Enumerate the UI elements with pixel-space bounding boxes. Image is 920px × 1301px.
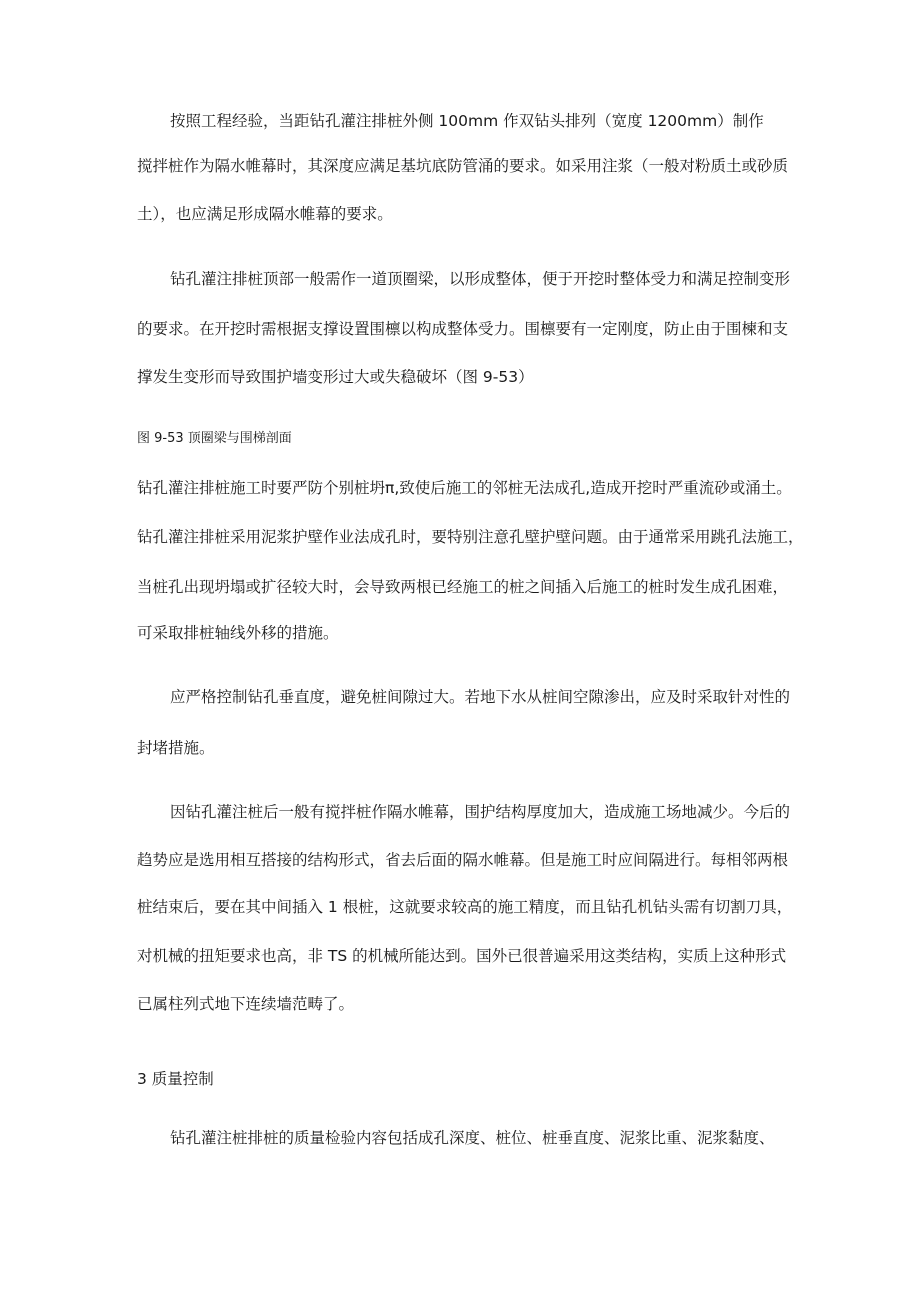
paragraph-line: 应严格控制钻孔垂直度，避免桩间隙过大。若地下水从桩间空隙渗出，应及时采取针对性的 (170, 688, 791, 706)
paragraph-line: 按照工程经验，当距钻孔灌注排桩外侧 100mm 作双钻头排列（宽度 1200mm）制作 (170, 112, 764, 130)
paragraph-line: 土），也应满足形成隔水帷幕的要求。 (137, 205, 393, 223)
paragraph-line: 钻孔灌注排桩施工时要严防个别桩坍π,致使后施工的邻桩无法成孔,造成开挖时严重流砂或涌土。 (137, 479, 792, 497)
paragraph-line: 因钻孔灌注桩后一般有搅拌桩作隔水帷幕，围护结构厚度加大，造成施工场地减少。今后的 (170, 803, 791, 821)
paragraph-line: 趋势应是选用相互搭接的结构形式，省去后面的隔水帷幕。但是施工时应间隔进行。每相邻两根 (137, 851, 789, 869)
paragraph-line: 撑发生变形而导致围护墙变形过大或失稳破坏（图 9-53） (137, 368, 534, 386)
paragraph-line: 钻孔灌注桩排桩的质量检验内容包括成孔深度、桩位、桩垂直度、泥浆比重、泥浆黏度、 (170, 1129, 775, 1147)
paragraph-line: 钻孔灌注排桩采用泥浆护壁作业法成孔时，要特别注意孔壁护壁问题。由于通常采用跳孔法施工， (137, 528, 804, 546)
paragraph-line: 可采取排桩轴线外移的措施。 (137, 624, 339, 642)
figure-caption: 图 9-53 顶圈梁与围梯剖面 (137, 431, 292, 446)
paragraph-line: 桩结束后，要在其中间插入 1 根桩，这就要求较高的施工精度，而且钻孔机钻头需有切割刀具， (137, 898, 793, 916)
paragraph-line: 已属柱列式地下连续墙范畴了。 (137, 995, 355, 1013)
paragraph-line: 钻孔灌注排桩顶部一般需作一道顶圈梁，以形成整体，便于开挖时整体受力和满足控制变形 (170, 270, 791, 288)
paragraph-line: 当桩孔出现坍塌或扩径较大时，会导致两根已经施工的桩之间插入后施工的桩时发生成孔困难， (137, 578, 789, 596)
paragraph-line: 搅拌桩作为隔水帷幕时，其深度应满足基坑底防管涌的要求。如采用注浆（一般对粉质土或砂质 (137, 157, 789, 175)
paragraph-line: 对机械的扭矩要求也高，非 TS 的机械所能达到。国外已很普遍采用这类结构，实质上这种形式 (137, 947, 787, 965)
paragraph-line: 的要求。在开挖时需根据支撑设置围檩以构成整体受力。围檩要有一定刚度，防止由于围楝和支 (137, 320, 789, 338)
paragraph-line: 封堵措施。 (137, 739, 215, 757)
section-heading: 3 质量控制 (137, 1070, 214, 1088)
